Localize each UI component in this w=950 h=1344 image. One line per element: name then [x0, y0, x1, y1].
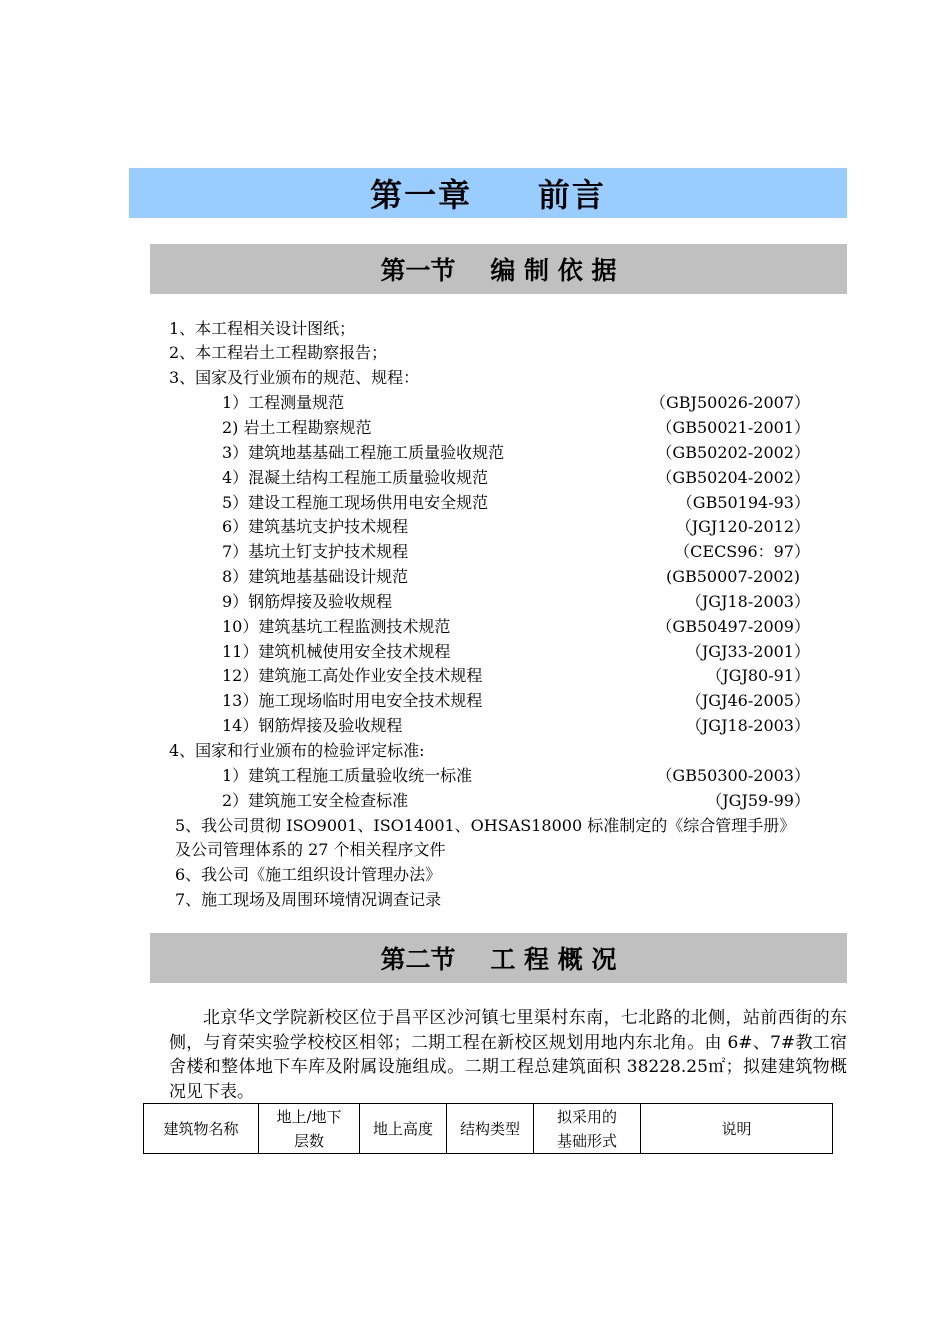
- header-floors-line1: 地上/地下: [276, 1107, 342, 1126]
- header-foundation-line1: 拟采用的: [556, 1107, 617, 1126]
- header-foundation: [534, 1104, 641, 1154]
- header-floors: [259, 1104, 360, 1154]
- standard-code: （GB50202-2002）: [656, 443, 810, 462]
- standard-code: （GB50021-2001）: [656, 418, 810, 437]
- list-item-continuation: 及公司管理体系的 27 个相关程序文件: [175, 840, 446, 859]
- list-item: 2、本工程岩土工程勘察报告；: [169, 343, 388, 362]
- standard-name: 2）建筑施工安全检查标准: [222, 791, 409, 810]
- standard-code: （GB50497-2009）: [656, 617, 810, 636]
- standard-code: （JGJ46-2005）: [685, 691, 810, 710]
- list-item: 3、国家及行业颁布的规范、规程：: [169, 368, 420, 387]
- list-item: 1、本工程相关设计图纸；: [169, 319, 356, 338]
- standard-code: （JGJ59-99）: [706, 791, 810, 810]
- standard-code: （GB50204-2002）: [656, 468, 810, 487]
- list-item: 6、我公司《施工组织设计管理办法》: [175, 865, 442, 884]
- section-title-overview: 第二节 工 程 概 况: [150, 933, 847, 983]
- standard-name: 12）建筑施工高处作业安全技术规程: [222, 666, 483, 685]
- standard-name: 2) 岩土工程勘察规范: [222, 418, 372, 437]
- standard-code: （JGJ33-2001）: [685, 642, 810, 661]
- standard-name: 1）工程测量规范: [222, 393, 345, 412]
- standard-name: 9）钢筋焊接及验收规程: [222, 592, 393, 611]
- standard-code: （JGJ80-91）: [706, 666, 810, 685]
- standard-name: 6）建筑基坑支护技术规程: [222, 517, 409, 536]
- header-building-name: 建筑物名称: [144, 1104, 259, 1154]
- standard-code: （CECS96：97）: [674, 542, 810, 561]
- standard-name: 1）建筑工程施工质量验收统一标准: [222, 766, 473, 785]
- header-floors-line2: 层数: [293, 1131, 324, 1150]
- standard-name: 8）建筑地基基础设计规范: [222, 567, 409, 586]
- header-foundation-line2: 基础形式: [556, 1131, 617, 1150]
- header-structure: 结构类型: [447, 1104, 534, 1154]
- standard-code: （GB50194-93）: [676, 493, 810, 512]
- standard-code: （JGJ120-2012）: [675, 517, 810, 536]
- building-overview-table: [143, 1103, 833, 1154]
- standard-code: （JGJ18-2003）: [685, 592, 810, 611]
- list-item: 5、我公司贯彻 ISO9001、ISO14001、OHSAS18000 标准制定的《综合管理手册》: [175, 816, 796, 835]
- standard-code: （GBJ50026-2007）: [650, 393, 810, 412]
- standard-code: （GB50300-2003）: [656, 766, 810, 785]
- standard-name: 13）施工现场临时用电安全技术规程: [222, 691, 483, 710]
- list-item: 7、施工现场及周围环境情况调查记录: [175, 890, 442, 909]
- standard-name: 11）建筑机械使用安全技术规程: [222, 642, 451, 661]
- standard-name: 5）建设工程施工现场供用电安全规范: [222, 493, 489, 512]
- standard-name: 4）混凝土结构工程施工质量验收规范: [222, 468, 489, 487]
- standard-name: 10）建筑基坑工程监测技术规范: [222, 617, 451, 636]
- standard-code: （JGJ18-2003）: [685, 716, 810, 735]
- standard-name: 14）钢筋焊接及验收规程: [222, 716, 403, 735]
- chapter-title: 第一章 前言: [129, 168, 847, 218]
- standard-code: (GB50007-2002): [665, 567, 800, 586]
- project-overview-paragraph: 北京华文学院新校区位于昌平区沙河镇七里渠村东南，七北路的北侧，站前西街的东侧，与育荣实验学校校区相邻；二期工程在新校区规划用地内东北角。由 6#、7#教工宿舍楼和整体地下车库及附属设施组成。二期工程总建筑面积 38228.25㎡；拟建建筑物概况见下表。: [169, 1008, 847, 1102]
- header-height: 地上高度: [360, 1104, 447, 1154]
- standard-name: 7）基坑土钉支护技术规程: [222, 542, 409, 561]
- section-title-basis: 第一节 编 制 依 据: [150, 244, 847, 294]
- list-item: 4、国家和行业颁布的检验评定标准:: [169, 741, 425, 760]
- header-notes: 说明: [641, 1104, 833, 1154]
- table-header-row: [144, 1104, 833, 1154]
- standard-name: 3）建筑地基基础工程施工质量验收规范: [222, 443, 505, 462]
